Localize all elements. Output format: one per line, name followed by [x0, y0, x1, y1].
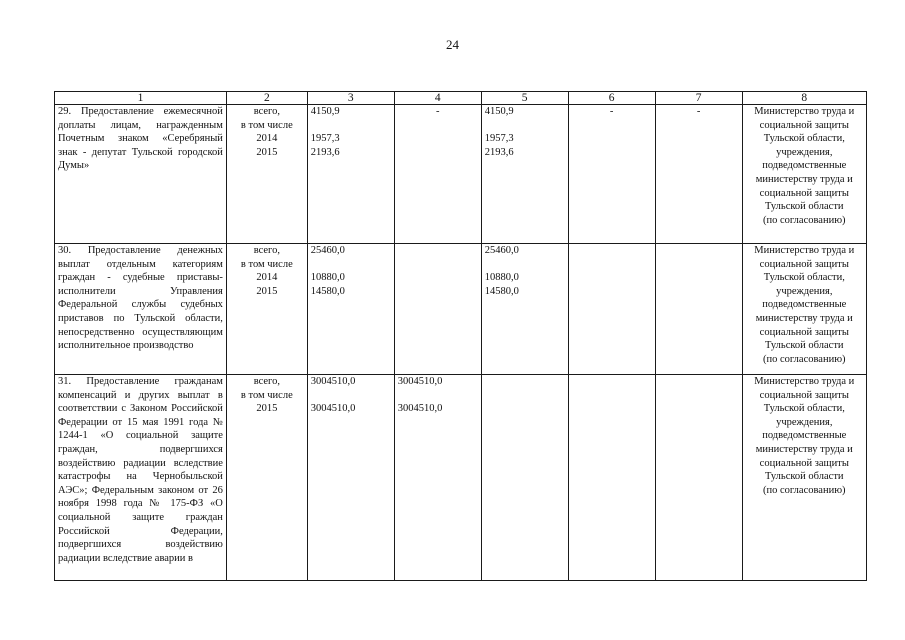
- executor-line: социальной защиты: [759, 187, 849, 199]
- page-number: 24: [446, 37, 459, 52]
- header-col-4: 4: [394, 92, 481, 105]
- amount: 25460,0: [484, 245, 519, 256]
- executor-line: подведомственные: [762, 160, 847, 172]
- amount: 10880,0: [484, 272, 519, 284]
- executor-line: социальной защиты: [759, 326, 849, 338]
- kind-line: 2014: [256, 133, 278, 145]
- executor-line: Тульской области,: [763, 133, 845, 145]
- funding-kind: [226, 375, 307, 581]
- amount: 1957,3: [310, 133, 340, 145]
- amount: 3004510,0: [397, 376, 443, 387]
- executor-line: подведомственные: [762, 299, 847, 311]
- kind-line: 2015: [256, 146, 278, 158]
- header-col-5: 5: [481, 92, 568, 105]
- executor-line: социальной защиты: [759, 457, 849, 469]
- header-col-8: 8: [742, 92, 866, 105]
- amount: 3004510,0: [310, 403, 356, 415]
- executor-line: Тульской области: [765, 471, 844, 483]
- amount: -: [696, 106, 701, 117]
- amount: 1957,3: [484, 133, 514, 145]
- program-table: [54, 91, 867, 581]
- executor-line: учреждения,: [776, 146, 833, 158]
- kind-line: 2015: [256, 403, 278, 415]
- executor-line: Министерство труда и: [754, 245, 855, 256]
- funding-kind: [226, 105, 307, 244]
- header-col-2: 2: [226, 92, 307, 105]
- measure-name: 30. Предоставление денежных выплат отдельным категориям граждан - судебные приставы-исполнители Управления Федеральной службы судебных приставов по Тульской области, непосредственно осуществляющим исполнительное производство: [55, 244, 227, 375]
- executor-line: социальной защиты: [759, 258, 849, 270]
- amount: [398, 389, 478, 403]
- amount: 14580,0: [310, 285, 345, 297]
- amount: [485, 258, 565, 272]
- col6-amounts: [568, 105, 655, 244]
- kind-line: 2014: [256, 272, 278, 284]
- responsible-executor: [742, 244, 866, 375]
- col6-amounts: [568, 375, 655, 581]
- measure-name: 31. Предоставление гражданам компенсаций и других выплат в соответствии с Законом Российской Федерации от 15 мая 1991 года № 1244-1 «О социальной защите граждан, подвергшихся воздействию радиации вследствие катастрофы на Чернобыльской АЭС»; Федеральным законом от 26 ноября 1998 года № 175-ФЗ «О социальной защите граждан Российской Федерации, подвергшихся воздействию радиации вследствие аварии в: [55, 375, 227, 581]
- executor-line: учреждения,: [776, 416, 833, 428]
- kind-line: всего,: [253, 245, 280, 256]
- executor-line: (по согласованию): [763, 353, 846, 365]
- amount: [311, 119, 391, 133]
- kind-line: в том числе: [240, 119, 293, 131]
- executor-line: министерству труда и: [755, 312, 853, 324]
- executor-line: министерству труда и: [755, 443, 853, 455]
- kind-line: в том числе: [240, 258, 293, 270]
- col5-amounts: [481, 105, 568, 244]
- executor-line: Тульской области: [765, 201, 844, 213]
- col3-amounts: [307, 375, 394, 581]
- executor-line: (по согласованию): [763, 484, 846, 496]
- kind-line: 2015: [256, 285, 278, 297]
- amount: 4150,9: [310, 106, 340, 117]
- header-col-1: 1: [55, 92, 227, 105]
- executor-line: учреждения,: [776, 285, 833, 297]
- amount: 4150,9: [484, 106, 514, 117]
- col6-amounts: [568, 244, 655, 375]
- col5-amounts: [481, 244, 568, 375]
- amount: -: [435, 106, 440, 117]
- executor-line: (по согласованию): [763, 214, 846, 226]
- col7-amounts: [655, 105, 742, 244]
- col4-amounts: [394, 105, 481, 244]
- amount: [311, 258, 391, 272]
- header-row: [55, 92, 867, 105]
- executor-line: Тульской области: [765, 340, 844, 352]
- col5-amounts: [481, 375, 568, 581]
- amount: [485, 119, 565, 133]
- table-row: [55, 105, 867, 244]
- executor-line: социальной защиты: [759, 119, 849, 131]
- col7-amounts: [655, 375, 742, 581]
- responsible-executor: [742, 105, 866, 244]
- col4-amounts: [394, 375, 481, 581]
- amount: 3004510,0: [397, 403, 443, 415]
- amount: 10880,0: [310, 272, 345, 284]
- header-col-7: 7: [655, 92, 742, 105]
- col4-amounts: [394, 244, 481, 375]
- amount: [311, 389, 391, 403]
- amount: 2193,6: [484, 146, 514, 158]
- responsible-executor: [742, 375, 866, 581]
- executor-line: Министерство труда и: [754, 376, 855, 387]
- col7-amounts: [655, 244, 742, 375]
- executor-line: Тульской области,: [763, 403, 845, 415]
- executor-line: Тульской области,: [763, 272, 845, 284]
- measure-name: 29. Предоставление ежемесячной доплаты лицам, награжденным Почетным знаком «Серебряный знак - депутат Тульской городской Думы»: [55, 105, 227, 244]
- col3-amounts: [307, 244, 394, 375]
- header-col-3: 3: [307, 92, 394, 105]
- amount: 14580,0: [484, 285, 519, 297]
- kind-line: в том числе: [240, 389, 293, 401]
- amount: -: [609, 106, 614, 117]
- amount: 2193,6: [310, 146, 340, 158]
- table-row: [55, 375, 867, 581]
- header-col-6: 6: [568, 92, 655, 105]
- executor-line: Министерство труда и: [754, 106, 855, 117]
- funding-kind: [226, 244, 307, 375]
- table-row: [55, 244, 867, 375]
- executor-line: подведомственные: [762, 430, 847, 442]
- amount: 25460,0: [310, 245, 345, 256]
- executor-line: социальной защиты: [759, 389, 849, 401]
- kind-line: всего,: [253, 106, 280, 117]
- col3-amounts: [307, 105, 394, 244]
- kind-line: всего,: [253, 376, 280, 387]
- executor-line: министерству труда и: [755, 173, 853, 185]
- amount: 3004510,0: [310, 376, 356, 387]
